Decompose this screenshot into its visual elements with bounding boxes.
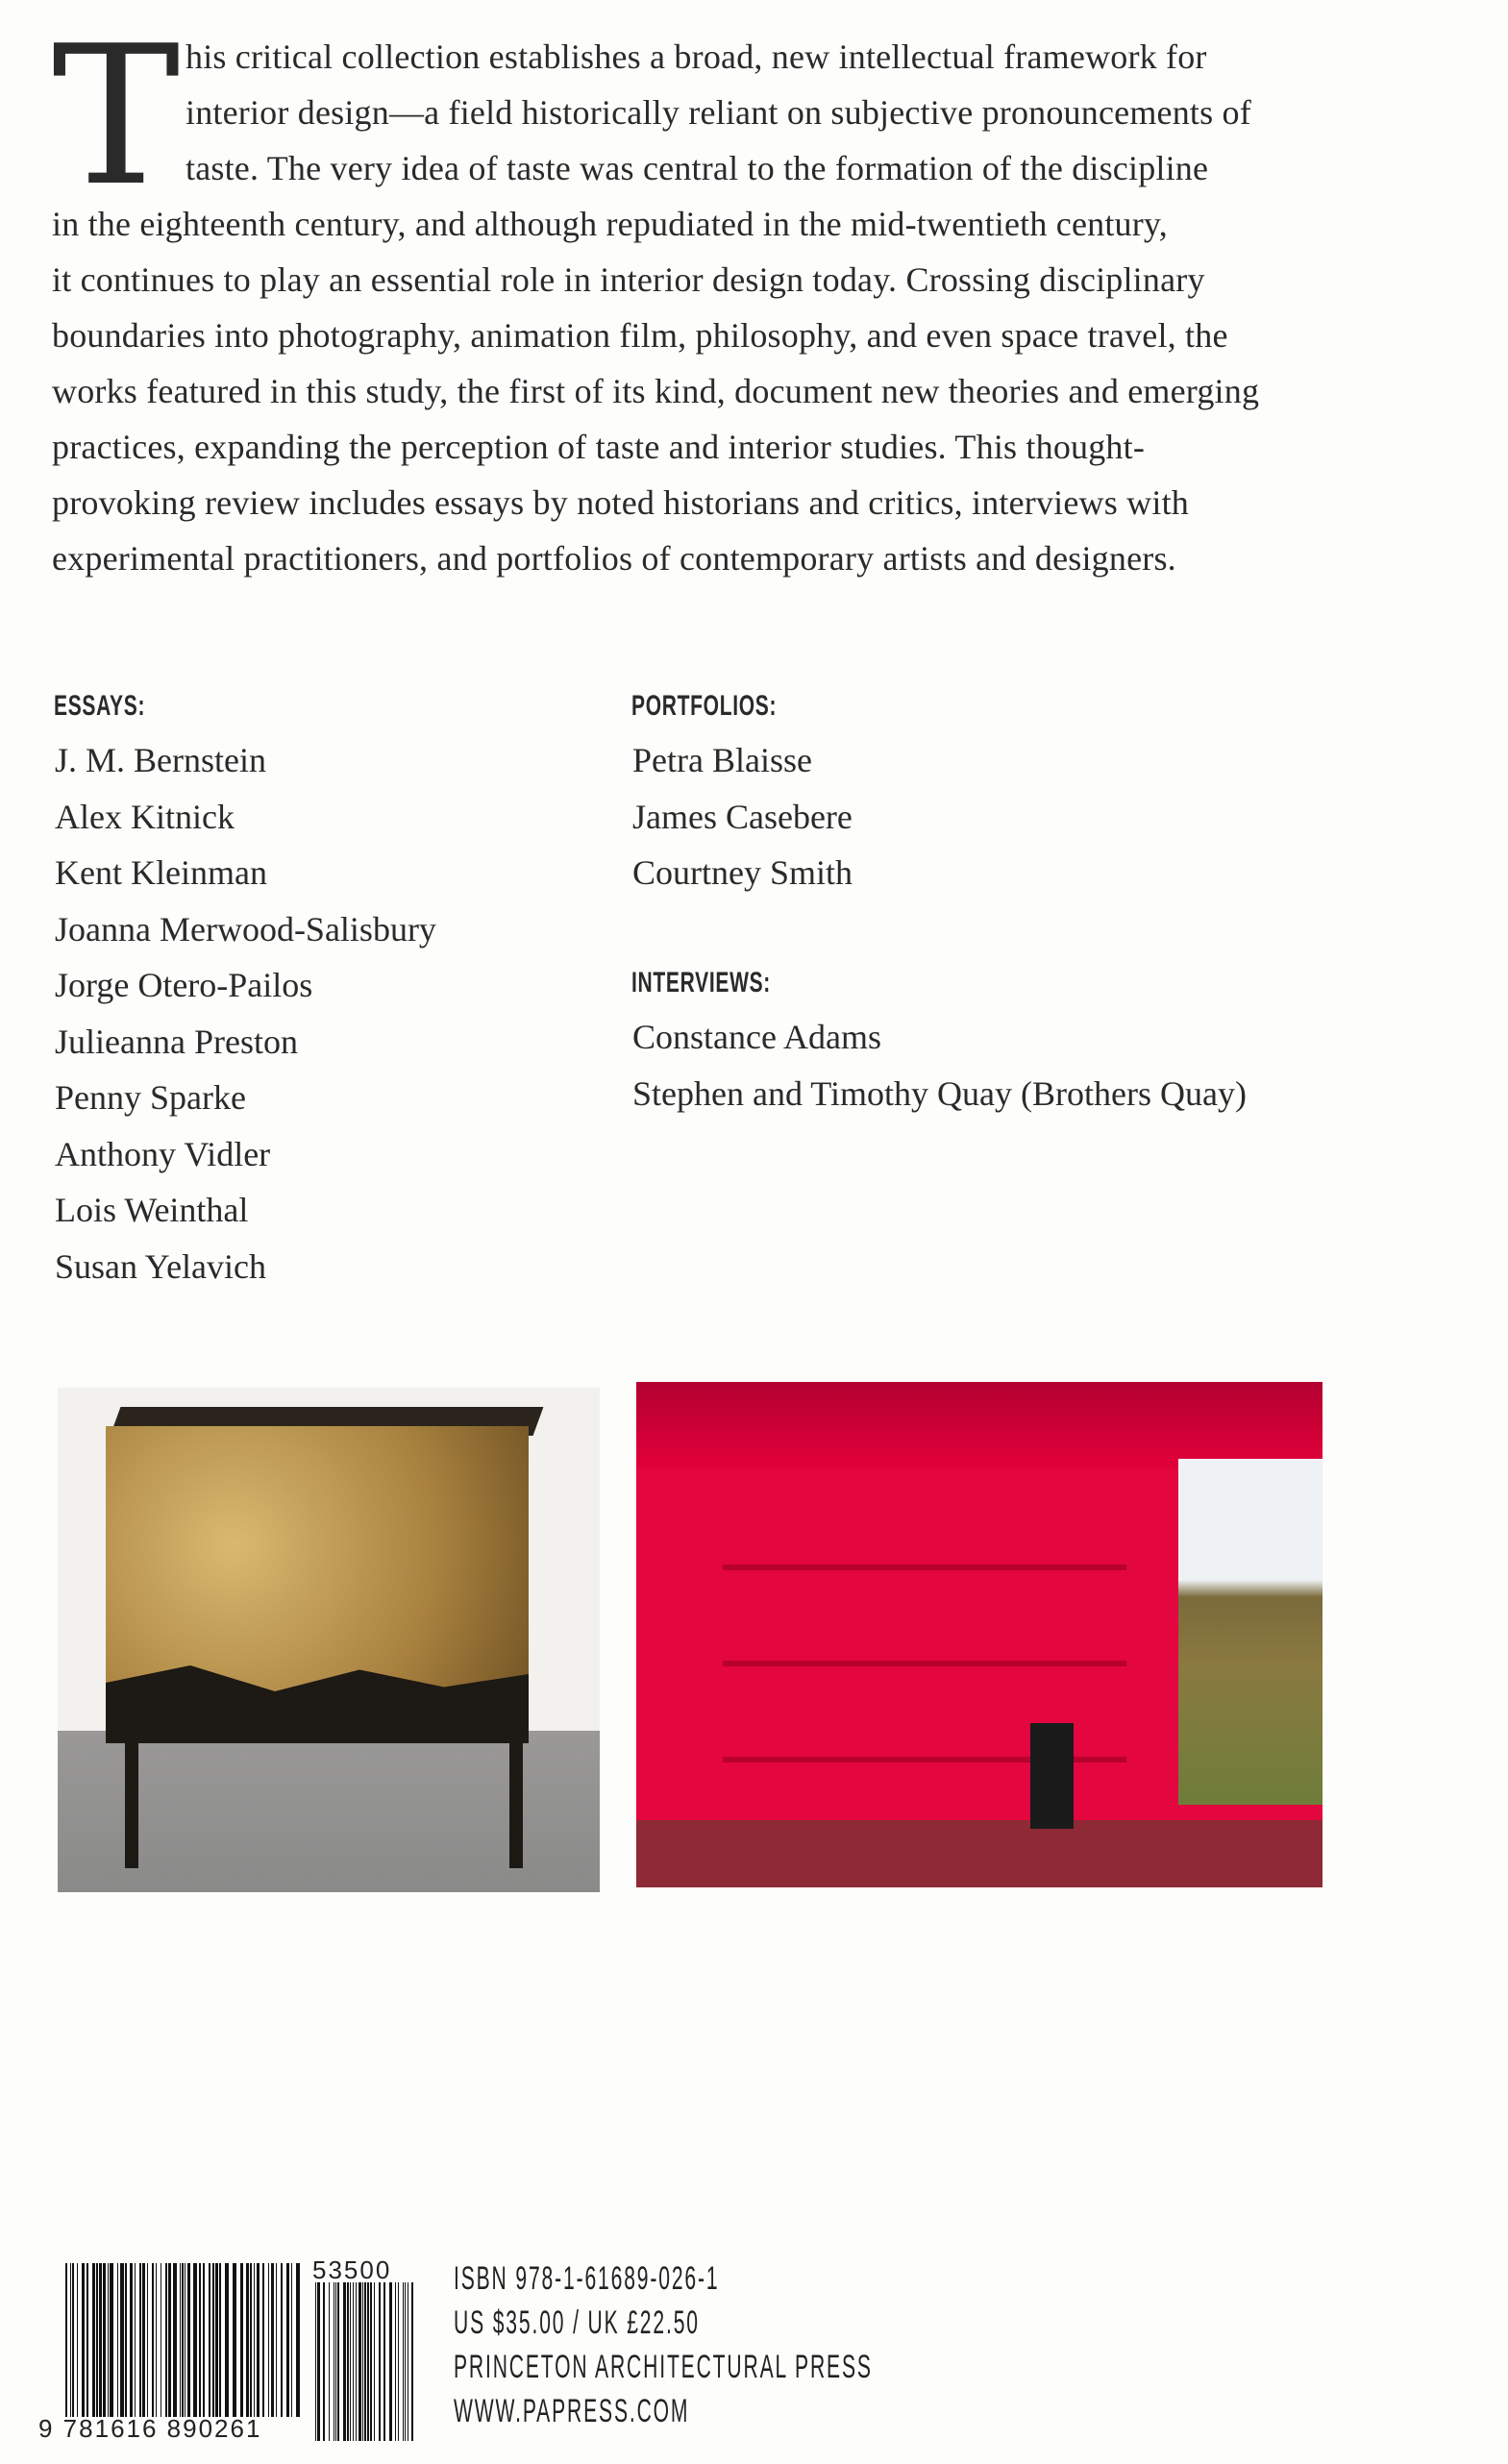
barcode-bar xyxy=(225,2263,229,2417)
barcode-bar xyxy=(212,2263,214,2417)
price: US $35.00 / UK £22.50 xyxy=(454,2304,700,2341)
blurb-line: interior design—a field historically reliant on subjective pronouncements of xyxy=(185,93,1251,132)
barcode-addon-digits: 53500 xyxy=(312,2255,392,2284)
barcode-bar xyxy=(108,2263,109,2417)
blurb-line: works featured in this study, the first of its kind, document new theories and emerging xyxy=(52,372,1260,410)
barcode-bar xyxy=(135,2263,136,2417)
barcode-addon-bar xyxy=(356,2282,357,2441)
blurb-line: it continues to play an essential role in interior design today. Crossing disciplinary xyxy=(52,260,1205,299)
contributor-name: Anthony Vidler xyxy=(55,1134,271,1173)
barcode-bar xyxy=(92,2263,95,2417)
barcode-bar xyxy=(187,2263,190,2417)
contributor-name: Courtney Smith xyxy=(632,853,853,892)
barcode-bar xyxy=(99,2263,102,2417)
barcode-digits: 9 781616 890261 xyxy=(38,2414,262,2443)
portfolios-heading: PORTFOLIOS: xyxy=(631,690,778,722)
barcode-bar xyxy=(209,2263,210,2417)
barcode-addon-bar xyxy=(395,2282,396,2441)
barcode-bar xyxy=(246,2263,249,2417)
barcode-addon-bar xyxy=(353,2282,354,2441)
contributor-name: Joanna Merwood-Salisbury xyxy=(55,909,436,949)
barcode-bar xyxy=(117,2263,118,2417)
barcode-bar xyxy=(147,2263,148,2417)
barcode-addon-bar xyxy=(374,2282,375,2441)
blurb-line: his critical collection establishes a broad, new intellectual framework for xyxy=(185,37,1207,76)
barcode-addon-bar xyxy=(317,2282,320,2441)
blurb-line: boundaries into photography, animation film, philosophy, and even space travel, the xyxy=(52,316,1228,355)
barcode-addon-bar xyxy=(323,2282,325,2441)
contributor-name: J. M. Bernstein xyxy=(55,741,266,779)
barcode-addon-bar xyxy=(367,2282,369,2441)
contributor-name: Penny Sparke xyxy=(55,1078,246,1117)
barcode-bar xyxy=(250,2263,252,2417)
barcode-bar xyxy=(130,2263,133,2417)
barcode-bar xyxy=(182,2263,184,2417)
barcode-bar xyxy=(291,2263,292,2417)
drop-cap: T xyxy=(52,5,181,229)
barcode-bar xyxy=(193,2263,197,2417)
barcode-bar xyxy=(281,2263,283,2417)
barcode-addon-bar xyxy=(335,2282,336,2441)
barcode-bar xyxy=(199,2263,201,2417)
barcode-addon-bar xyxy=(329,2282,330,2441)
contributor-name: James Casebere xyxy=(632,797,853,836)
interviews-heading: INTERVIEWS: xyxy=(631,967,771,998)
barcode-bar xyxy=(180,2263,181,2417)
barcode-addon-bar xyxy=(405,2282,406,2441)
barcode-addon-bar xyxy=(343,2282,346,2441)
barcode-bar xyxy=(77,2263,78,2417)
isbn: ISBN 978-1-61689-026-1 xyxy=(454,2260,720,2297)
contributor-name: Jorge Otero-Pailos xyxy=(55,966,313,1004)
barcode-addon-bar xyxy=(362,2282,363,2441)
red-room-installation-photo xyxy=(636,1382,1323,1887)
barcode-bar xyxy=(152,2263,154,2417)
contributor-name: Kent Kleinman xyxy=(55,853,267,892)
barcode-bar xyxy=(271,2263,274,2417)
barcode-bar xyxy=(70,2263,71,2417)
barcode-bar xyxy=(96,2263,98,2417)
contributor-name: Stephen and Timothy Quay (Brothers Quay) xyxy=(632,1073,1247,1113)
barcode-bar xyxy=(125,2263,127,2417)
blurb-line: experimental practitioners, and portfolios of contemporary artists and designers. xyxy=(52,539,1176,578)
barcode-bar xyxy=(219,2263,221,2417)
barcode-bar xyxy=(276,2263,277,2417)
barcode-bar xyxy=(72,2263,74,2417)
barcode-addon-bar xyxy=(379,2282,381,2441)
barcode-bar xyxy=(257,2263,260,2417)
barcode-bar xyxy=(296,2263,300,2417)
barcode-bar xyxy=(65,2263,67,2417)
barcode-bar xyxy=(82,2263,85,2417)
blurb-line: taste. The very idea of taste was central to the formation of the discipline xyxy=(185,149,1209,187)
contributor-name: Lois Weinthal xyxy=(55,1191,249,1229)
barcode-addon-bar xyxy=(403,2282,404,2441)
barcode-bar xyxy=(262,2263,264,2417)
barcode-addon-bar xyxy=(370,2282,372,2441)
barcode-addon-bar xyxy=(315,2282,316,2441)
contributor-name: Julieanna Preston xyxy=(55,1022,298,1061)
essays-heading: ESSAYS: xyxy=(54,690,146,722)
barcode-bar xyxy=(168,2263,171,2417)
barcode-addon-bar xyxy=(383,2282,385,2441)
contributor-name: Constance Adams xyxy=(632,1018,881,1056)
gilded-cabinet-photo xyxy=(58,1388,600,1892)
barcode-bar xyxy=(233,2263,236,2417)
barcode-bar xyxy=(268,2263,269,2417)
barcode-bar xyxy=(142,2263,145,2417)
barcode-bar xyxy=(156,2263,157,2417)
blurb-line: in the eighteenth century, and although repudiated in the mid-twentieth century, xyxy=(52,205,1168,243)
publisher-url[interactable]: WWW.PAPRESS.COM xyxy=(454,2393,690,2429)
barcode-bar xyxy=(286,2263,289,2417)
barcode-bar xyxy=(139,2263,141,2417)
barcode-addon-bar xyxy=(411,2282,413,2441)
barcode-bar xyxy=(165,2263,167,2417)
barcode-bar xyxy=(110,2263,113,2417)
barcode-addon-bar xyxy=(337,2282,339,2441)
barcode-bar xyxy=(254,2263,255,2417)
barcode-addon-bar xyxy=(364,2282,366,2441)
barcode-addon-bar xyxy=(347,2282,349,2441)
barcode-bar xyxy=(87,2263,88,2417)
contributor-name: Petra Blaisse xyxy=(632,741,812,779)
barcode-addon-bar xyxy=(358,2282,361,2441)
contributor-name: Alex Kitnick xyxy=(55,797,235,836)
blurb-line: provoking review includes essays by noted historians and critics, interviews with xyxy=(52,483,1189,522)
barcode-addon-bar xyxy=(350,2282,351,2441)
barcode-addon-bar xyxy=(398,2282,399,2441)
blurb-line: practices, expanding the perception of taste and interior studies. This thought- xyxy=(52,428,1146,466)
barcode xyxy=(38,2255,423,2446)
publisher-name: PRINCETON ARCHITECTURAL PRESS xyxy=(454,2349,873,2385)
barcode-bar xyxy=(173,2263,177,2417)
contributor-name: Susan Yelavich xyxy=(55,1246,267,1286)
barcode-bar xyxy=(120,2263,124,2417)
barcode-bar xyxy=(103,2263,106,2417)
barcode-bar xyxy=(240,2263,243,2417)
barcode-bar xyxy=(215,2263,218,2417)
barcode-bar xyxy=(203,2263,205,2417)
barcode-addon-bar xyxy=(389,2282,392,2441)
